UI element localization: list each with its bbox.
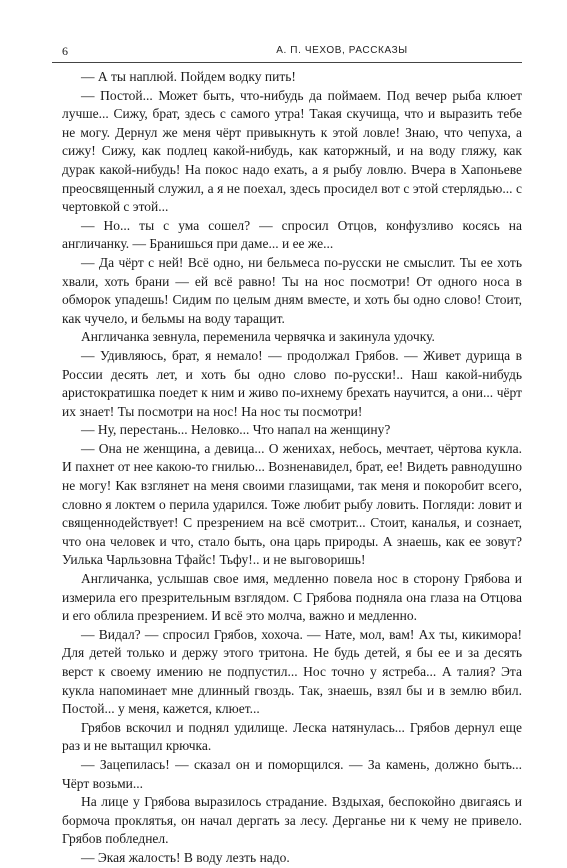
paragraph: — Экая жалость! В воду лезть надо. xyxy=(81,849,290,865)
paragraph: — Ну, перестань... Неловко... Что напал на женщину? xyxy=(81,422,391,438)
paragraph: — Да чёрт с ней! Всё одно, ни бельмеса по-русски не смыслит. Ты ее хоть хвали, хоть брани — ей всё равно! Ты на нос посмотри! От одного носа в обморок упадешь! Сидим по целым дням вместе, и хоть бы одно слово! Стоит, как чучело, и бельмы на воду таращит. xyxy=(62,254,522,326)
paragraph: — Удивляюсь, брат, я немало! — продолжал Грябов. — Живет дурища в России десять лет, и хоть бы одно слово по-русски!.. Наш какой-нибудь аристократишка поедет к ним и живо по-ихнему брехать научится, а они... чёрт их знает! Ты посмотри на нос! На нос ты посмотри! xyxy=(62,347,522,419)
paragraph: — Но... ты с ума сошел? — спросил Отцов, конфузливо косясь на англичанку. — Бранишься при даме... и ее же... xyxy=(62,217,522,252)
page-number: 6 xyxy=(62,44,68,58)
header-rule xyxy=(52,62,522,63)
paragraph: — Видал? — спросил Грябов, хохоча. — Нате, мол, вам! Ах ты, кикимора! Для детей только и держу этого тритона. Не будь детей, я бы ее и за десять верст к своему имению не подпустил... Нос точно у ястреба... А талия? Эта кукла напоминает мне длинный гвоздь. Так, знаешь, взял бы и в землю вбил. Постой... у меня, кажется, клюет... xyxy=(62,626,522,717)
body-text xyxy=(62,68,522,868)
running-title: А. П. ЧЕХОВ, РАССКАЗЫ xyxy=(276,45,408,56)
paragraph: Англичанка, услышав свое имя, медленно повела нос в сторону Грябова и измерила его презрительным взглядом. С Грябова подняла она глаза на Отцова и его облила презрением. И всё это молча, важно и медленно. xyxy=(62,571,522,624)
paragraph: — Постой... Может быть, что-нибудь да поймаем. Под вечер рыба клюет лучше... Сижу, брат, здесь с самого утра! Такая скучища, что и выразить тебе не могу. Дернул же меня чёрт привыкнуть к этой ловле! Знаю, что чепуха, а сижу! Сижу, как подлец какой-нибудь, как каторжный, и на воду гляжу, как дурак какой-нибудь! На покос надо ехать, а я рыбу ловлю. Вчера в Хапоньеве преосвященный служил, а я не поехал, здесь просидел вот с этой стерлядью... с чертовкой с этой... xyxy=(62,87,522,215)
page-header xyxy=(52,44,522,62)
paragraph: — Зацепилась! — сказал он и поморщился. — За камень, должно быть... Чёрт возьми... xyxy=(62,756,522,791)
paragraph: Грябов вскочил и поднял удилище. Леска натянулась... Грябов дернул еще раз и не вытащил крючка. xyxy=(62,719,522,754)
paragraph: — А ты наплюй. Пойдем водку пить! xyxy=(81,69,296,84)
paragraph: — Она не женщина, а девица... О женихах, небось, мечтает, чёртова кукла. И пахнет от нее какою-то гнилью... Возненавидел, брат, ее! Видеть равнодушно не могу! Как взглянет на меня своими глазищами, так меня и покоробит всего, словно я локтем о перила ударился. Тоже любит рыбу ловить. Погляди: ловит и священнодействует! С презрением на всё смотрит... Стоит, каналья, и сознает, что она человек и что, стало быть, она царь природы. А знаешь, как ее зовут? Уилька Чарльзовна Тфайс! Тьфу!.. и не выговоришь! xyxy=(62,440,522,568)
paragraph: На лице у Грябова выразилось страдание. Вздыхая, беспокойно двигаясь и бормоча проклятья, он начал дергать за лесу. Дерганье ни к чему не привело. Грябов побледнел. xyxy=(62,794,522,847)
paragraph: Англичанка зевнула, переменила червячка и закинула удочку. xyxy=(81,329,435,345)
